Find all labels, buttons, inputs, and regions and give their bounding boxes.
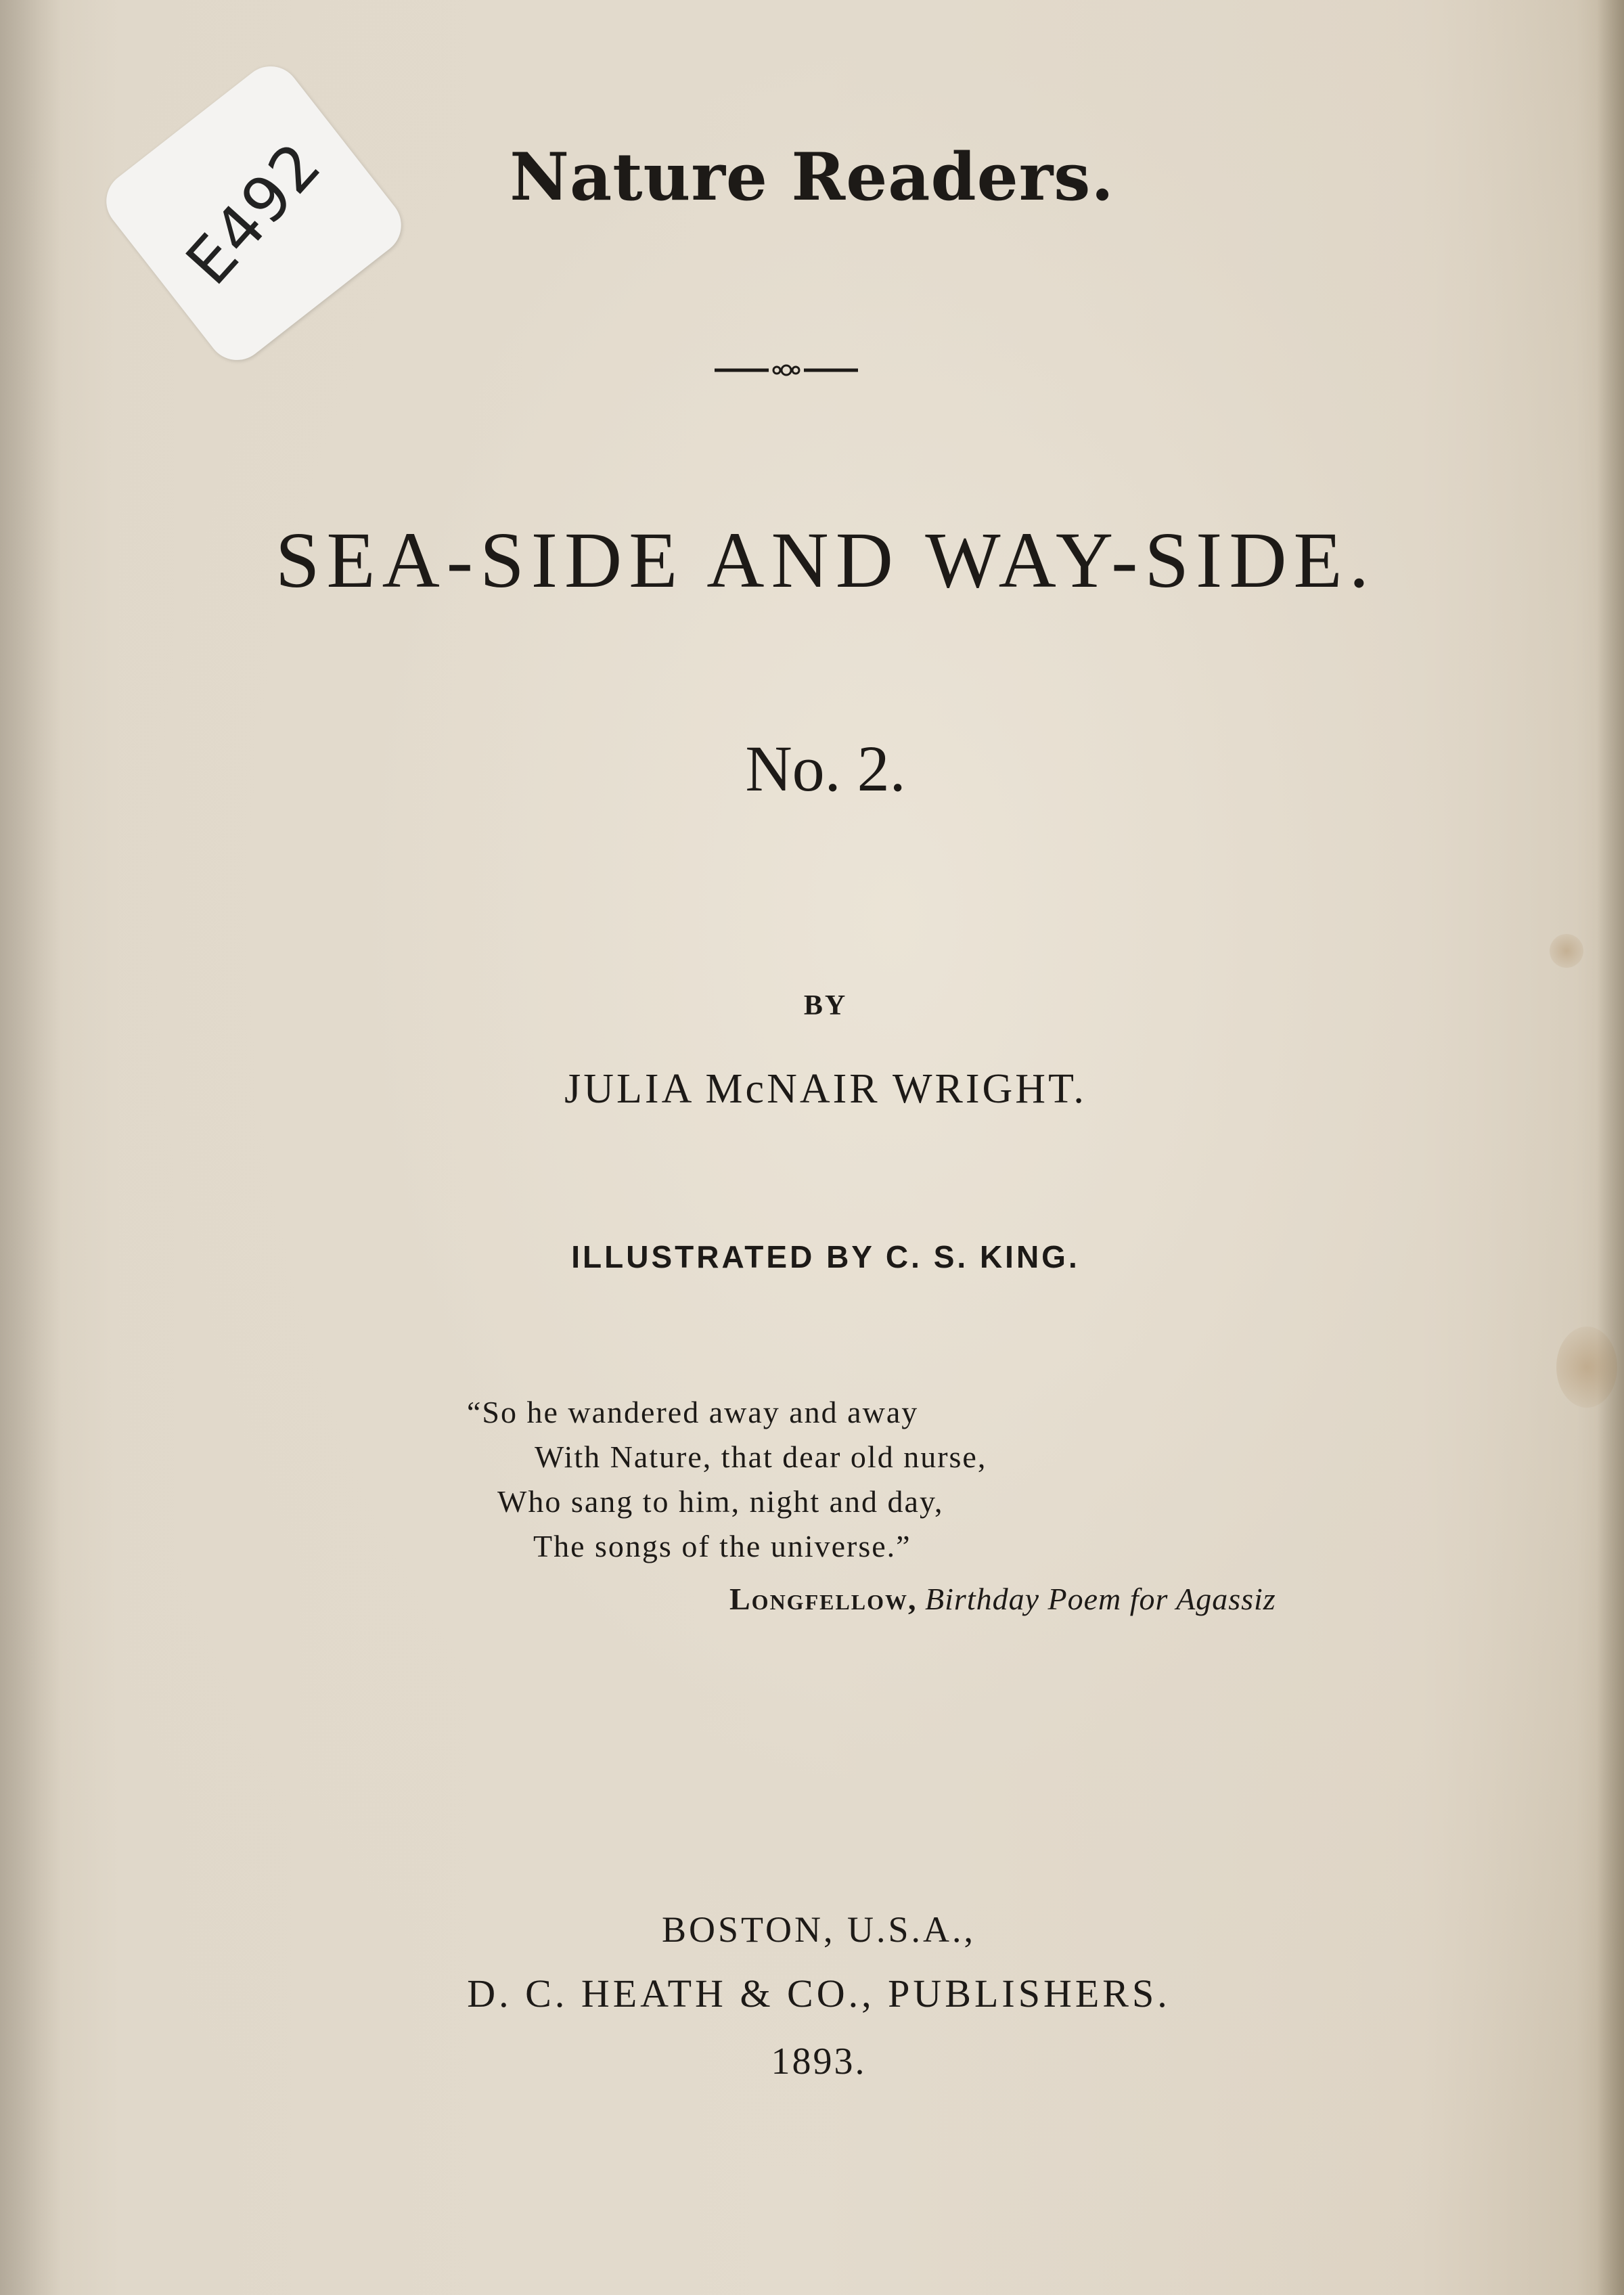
volume-number: No. 2. bbox=[745, 732, 906, 805]
imprint-publisher: D. C. HEATH & CO., PUBLISHERS. bbox=[467, 1971, 1171, 2015]
imprint-city: BOSTON, U.S.A., bbox=[661, 1909, 976, 1950]
epigraph-attribution bbox=[729, 1581, 1276, 1617]
author-name: JULIA McNAIR WRIGHT. bbox=[564, 1066, 1087, 1112]
book-title: SEA-SIDE AND WAY-SIDE. bbox=[275, 516, 1376, 604]
by-label: BY bbox=[803, 990, 848, 1021]
epigraph-line: “So he wandered away and away bbox=[467, 1395, 919, 1429]
epigraph-line: With Nature, that dear old nurse, bbox=[535, 1440, 987, 1474]
imprint-year: 1893. bbox=[771, 2041, 867, 2082]
page-edge-shadow bbox=[1597, 0, 1624, 2295]
series-title: Nature Readers. bbox=[510, 139, 1114, 215]
epigraph-line: The songs of the universe.” bbox=[533, 1529, 911, 1563]
library-label-code: E492 bbox=[172, 128, 336, 298]
attribution-work: Birthday Poem for Agassiz bbox=[925, 1582, 1276, 1616]
paper-stain bbox=[1556, 1327, 1617, 1408]
illustrator-credit: ILLUSTRATED BY C. S. KING. bbox=[571, 1239, 1080, 1274]
spine-shadow bbox=[0, 0, 61, 2295]
paper-stain bbox=[1550, 934, 1583, 968]
attribution-author: Longfellow, bbox=[729, 1582, 918, 1616]
ornament-divider bbox=[715, 360, 858, 380]
epigraph-line: Who sang to him, night and day, bbox=[497, 1484, 944, 1519]
